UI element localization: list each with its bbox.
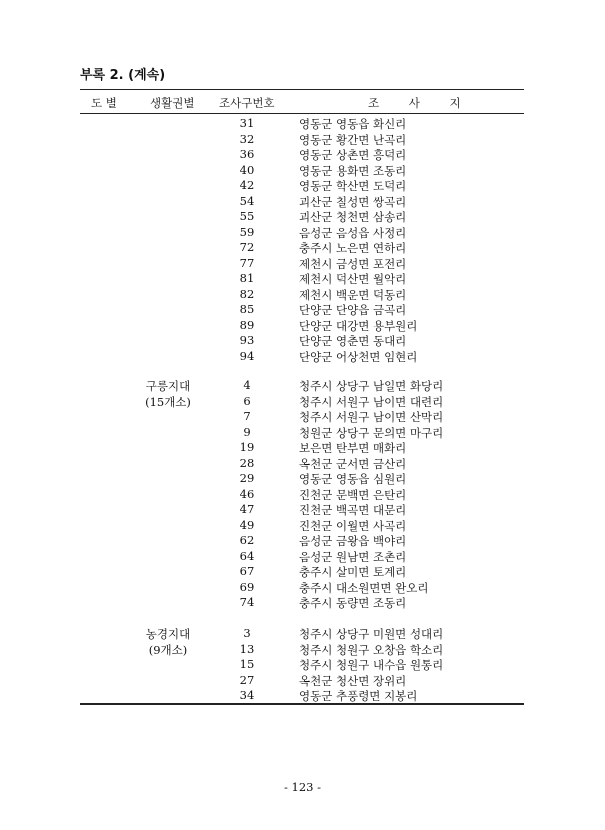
table-row xyxy=(0,580,605,596)
table-row xyxy=(0,440,605,456)
survey-site: 영동군 학산면 도덕리 xyxy=(299,179,407,193)
table-row xyxy=(0,147,605,163)
table-row xyxy=(0,688,605,704)
table-row xyxy=(0,626,605,642)
survey-number: 9 xyxy=(243,424,251,439)
survey-site: 청주시 서원구 남이면 산막리 xyxy=(299,410,444,424)
table-row xyxy=(0,349,605,365)
header-survey-site: 조 사 지 xyxy=(368,96,461,110)
survey-site: 단양군 영춘면 동대리 xyxy=(299,334,407,348)
survey-number: 77 xyxy=(239,255,255,270)
survey-number: 7 xyxy=(243,409,251,423)
table-row xyxy=(0,240,605,256)
survey-site: 제천시 백운면 덕동리 xyxy=(299,287,407,302)
table-row xyxy=(0,456,605,472)
survey-site: 청주시 상당구 미원면 성대리 xyxy=(299,627,444,641)
zone-count: (9개소) xyxy=(148,642,188,657)
table-row xyxy=(0,271,605,287)
table-row xyxy=(0,409,605,425)
survey-site: 옥천군 청산면 장위리 xyxy=(299,673,407,688)
table-row xyxy=(0,318,605,334)
survey-site: 영동군 영동읍 심원리 xyxy=(299,472,407,486)
survey-number: 36 xyxy=(239,147,255,161)
table-header-rule xyxy=(80,113,524,114)
survey-number: 40 xyxy=(239,162,255,177)
survey-number: 55 xyxy=(239,209,255,223)
survey-site: 괴산군 칠성면 쌍곡리 xyxy=(299,194,407,209)
survey-site: 영동군 영동읍 화신리 xyxy=(299,117,407,131)
table-row xyxy=(0,209,605,225)
survey-site: 청원군 상당구 문의면 마구리 xyxy=(299,425,444,440)
table-row xyxy=(0,378,605,394)
survey-number: 54 xyxy=(239,193,255,208)
table-row xyxy=(0,287,605,303)
table-row xyxy=(0,194,605,210)
survey-site: 음성군 원남면 조촌리 xyxy=(299,549,407,564)
table-row xyxy=(0,533,605,549)
table-row xyxy=(0,471,605,487)
table-row xyxy=(0,518,605,534)
survey-site: 청주시 청원구 오창읍 학소리 xyxy=(299,642,444,657)
survey-site: 진천군 백곡면 대문리 xyxy=(299,503,407,517)
survey-site: 영동군 황간면 난곡리 xyxy=(299,132,407,147)
survey-number: 19 xyxy=(239,440,255,454)
survey-number: 64 xyxy=(239,548,255,563)
table-row xyxy=(0,302,605,318)
table-row xyxy=(0,595,605,611)
survey-site: 제천시 금성면 포전리 xyxy=(299,256,407,271)
zone-count: (15개소) xyxy=(145,394,191,409)
survey-number: 94 xyxy=(239,348,255,363)
table-row xyxy=(0,132,605,148)
survey-number: 29 xyxy=(239,471,255,485)
table-row xyxy=(0,163,605,179)
survey-number: 67 xyxy=(239,564,255,578)
survey-site: 청주시 청원구 내수읍 원통리 xyxy=(299,658,444,672)
survey-number: 46 xyxy=(239,486,255,501)
survey-site: 영동군 추풍령면 지봉리 xyxy=(299,689,418,703)
survey-site: 진천군 문백면 은탄리 xyxy=(299,487,407,502)
survey-number: 47 xyxy=(239,502,255,516)
survey-site: 음성군 음성읍 사정리 xyxy=(299,225,407,240)
header-zone: 생활권별 xyxy=(150,96,195,110)
table-bottom-rule xyxy=(80,703,524,705)
page-number: - 123 - xyxy=(283,780,322,794)
table-row xyxy=(0,487,605,503)
header-province: 도 별 xyxy=(91,96,117,110)
header-survey-number: 조사구번호 xyxy=(219,96,275,110)
table-row xyxy=(0,333,605,349)
table-row xyxy=(0,225,605,241)
survey-number: 32 xyxy=(239,131,255,146)
survey-number: 4 xyxy=(243,378,251,392)
table-row xyxy=(0,549,605,565)
survey-site: 충주시 노은면 연하리 xyxy=(299,241,407,255)
survey-number: 81 xyxy=(239,271,255,285)
table-row xyxy=(0,178,605,194)
survey-site: 옥천군 군서면 금산리 xyxy=(299,456,407,471)
table-row xyxy=(0,673,605,689)
survey-site: 충주시 살미면 토계리 xyxy=(299,565,407,579)
survey-site: 영동군 상촌면 흥덕리 xyxy=(299,148,407,162)
survey-site: 충주시 대소원면면 완오리 xyxy=(299,580,429,595)
survey-number: 28 xyxy=(239,455,255,470)
survey-number: 27 xyxy=(239,672,255,687)
survey-number: 93 xyxy=(239,333,255,347)
table-top-rule xyxy=(80,89,524,90)
survey-site: 단양군 단양읍 금곡리 xyxy=(299,303,407,317)
survey-site: 괴산군 청천면 삼송리 xyxy=(299,210,407,224)
survey-number: 49 xyxy=(239,517,255,532)
survey-number: 74 xyxy=(239,595,255,609)
survey-site: 진천군 이월면 사곡리 xyxy=(299,518,407,533)
table-row xyxy=(0,642,605,658)
survey-site: 청주시 상당구 남일면 화당리 xyxy=(299,379,444,393)
page-title: 부록 2. (계속) xyxy=(80,68,166,83)
survey-number: 34 xyxy=(239,688,255,702)
table-row xyxy=(0,657,605,673)
survey-number: 31 xyxy=(239,116,255,130)
survey-site: 단양군 대강면 용부원리 xyxy=(299,318,418,333)
survey-number: 85 xyxy=(239,302,255,316)
survey-site: 단양군 어상천면 임현리 xyxy=(299,349,418,364)
survey-number: 6 xyxy=(243,393,251,408)
survey-number: 62 xyxy=(239,533,255,547)
survey-number: 89 xyxy=(239,317,255,332)
survey-site: 음성군 금왕읍 백야리 xyxy=(299,534,407,548)
zone-label: 구릉지대 xyxy=(145,379,191,393)
survey-site: 청주시 서원구 남이면 대련리 xyxy=(299,394,444,409)
survey-number: 3 xyxy=(243,626,251,640)
table-row xyxy=(0,394,605,410)
survey-site: 보은면 탄부면 매화리 xyxy=(299,441,407,455)
table-row xyxy=(0,564,605,580)
survey-site: 제천시 덕산면 월악리 xyxy=(299,272,407,286)
zone-label: 농경지대 xyxy=(145,627,191,641)
survey-number: 69 xyxy=(239,579,255,594)
survey-number: 72 xyxy=(239,240,255,254)
survey-site: 충주시 동량면 조동리 xyxy=(299,596,407,610)
table-row xyxy=(0,502,605,518)
survey-site: 영동군 용화면 조동리 xyxy=(299,163,407,178)
survey-number: 13 xyxy=(239,641,255,656)
survey-number: 82 xyxy=(239,286,255,301)
table-row xyxy=(0,425,605,441)
survey-number: 59 xyxy=(239,224,255,239)
table-row xyxy=(0,116,605,132)
survey-number: 15 xyxy=(239,657,255,671)
table-row xyxy=(0,256,605,272)
survey-number: 42 xyxy=(239,178,255,192)
